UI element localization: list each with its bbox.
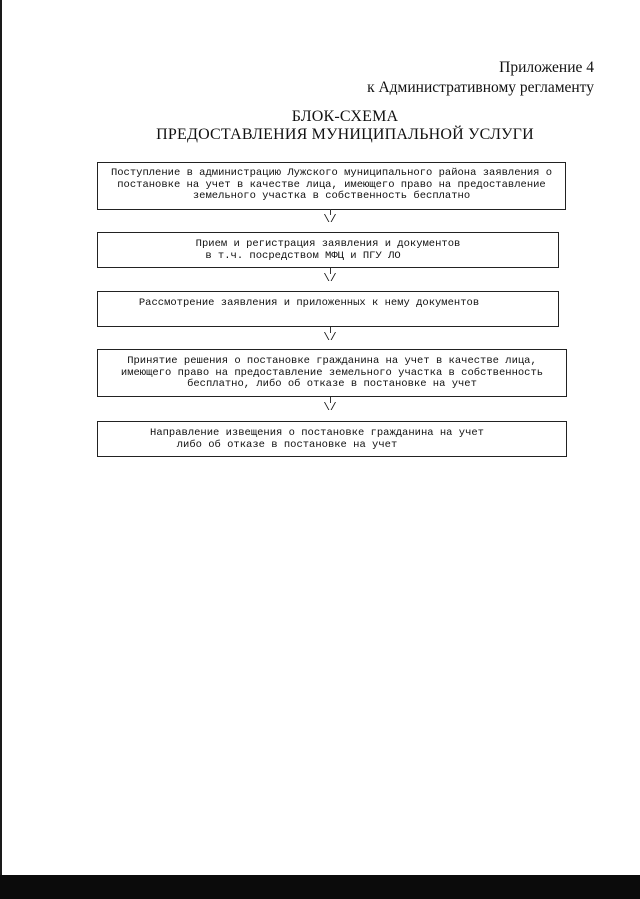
flowchart-step-4 — [97, 349, 567, 397]
annex-header — [367, 58, 594, 98]
flowchart-title — [0, 108, 640, 144]
arrow-1-glyph: \/ — [323, 214, 337, 226]
title-line-2: ПРЕДОСТАВЛЕНИЯ МУНИЦИПАЛЬНОЙ УСЛУГИ — [156, 126, 534, 143]
step-4-line-1: Принятие решения о постановке гражданина на учет в качестве лица, — [127, 355, 537, 367]
flowchart-step-1 — [97, 162, 566, 210]
step-4-line-3: бесплатно, либо об отказе в постановке на учет — [187, 378, 477, 390]
step-3-line-1: Рассмотрение заявления и приложенных к нему документов — [138, 297, 480, 309]
flow-arrow-4 — [322, 397, 338, 413]
flowchart-step-5 — [97, 421, 567, 457]
step-5-line-1: Направление извещения о постановке гражданина на учет — [150, 427, 484, 439]
flowchart-step-2 — [97, 232, 559, 268]
step-1-line-1: Поступление в администрацию Лужского муниципального района заявления о — [110, 167, 553, 179]
step-1-line-2: постановке на учет в качестве лица, имеющего право на предоставление — [117, 178, 546, 191]
flowchart-step-3 — [97, 291, 559, 327]
arrow-2-glyph: \/ — [323, 273, 337, 285]
step-2-line-1: Прием и регистрация заявления и документов — [195, 238, 461, 250]
arrow-3-glyph: \/ — [323, 332, 337, 344]
step-2-line-2: в т.ч. посредством МФЦ и ПГУ ЛО — [205, 249, 401, 262]
annex-reference: к Административному регламенту — [367, 79, 594, 96]
step-1-line-3: земельного участка в собственность бесплатно — [192, 190, 471, 202]
title-line-1: БЛОК-СХЕМА — [291, 108, 399, 125]
flow-arrow-3 — [322, 327, 338, 343]
step-5-line-2: либо об отказе в постановке на учет — [176, 438, 398, 451]
arrow-4-glyph: \/ — [323, 402, 337, 414]
scan-bottom-border — [0, 875, 640, 899]
flow-arrow-2 — [322, 268, 338, 284]
step-4-line-2: имеющего право на предоставление земельного участка в собственность — [120, 366, 544, 379]
flow-arrow-1 — [322, 209, 338, 225]
annex-number: Приложение 4 — [499, 59, 594, 76]
